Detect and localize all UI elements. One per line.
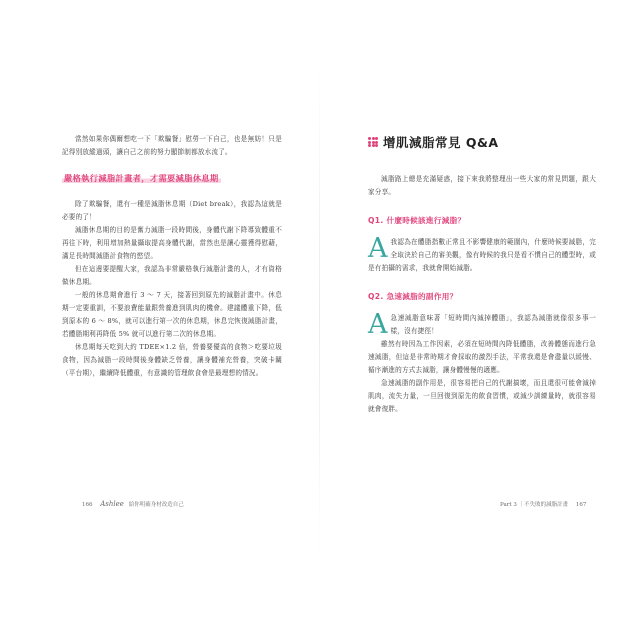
answer-1 (368, 233, 596, 275)
left-intro-paragraph: 當然如果你偶爾想吃一下「欺騙餐」慰勞一下自己，也是無妨！只是記得別放縱過頭，讓自己之前的努力顯節制都放水流了。 (62, 135, 282, 156)
left-paragraph-5: 休息期每天吃到大約 TDEE×1.2 倍，營養要優高的食物＞吃要垃圾食物，因為減脂一段時間後身體缺乏營養，讓身體補充營養，突破卡關（平台期），繼續降低體重，有意識的管理飲食會是最理想的情況。 (62, 343, 282, 377)
left-footer (82, 500, 184, 508)
question-2: Q2. 急速減脂的副作用？ (368, 292, 458, 301)
qa-title-row (368, 133, 596, 151)
brand-logo: Ashlee (100, 500, 124, 508)
answer-2-paragraph-2: 雖然有時因為工作因素，必須在短時間內降低體脂，改善體態而進行急速減脂，但這是非常時期才會採取的激烈手法，平常我還是會盡量以緩慢、循序漸進的方式去減脂，讓身體慢慢的適應。 (368, 340, 596, 374)
part-label: Part 3 ｜不失敗的減脂計畫 (500, 502, 569, 508)
left-paragraph-1: 除了欺騙餐，還有一種是減脂休息期（Diet break），我認為這就是必要的了！ (62, 200, 282, 221)
left-paragraph-4: 一般的休息期會進行 3 ～ 7 天，接著回到原先的減脂計畫中。休息期一定要重訓，不要浪費能量跟營養進到肌肉的機會。建議體重下降，低到原本的 6 ～ 8%，就可以進行第一次的休息期，休息完恢復減脂計畫，若體脂期利再降低 5% 就可以進行第二次的休息期。 (62, 291, 282, 338)
dot-grid-icon (368, 137, 378, 147)
left-page-number: 166 (82, 502, 93, 508)
answer-mark: A (368, 233, 388, 264)
page-title: 增肌減脂常見 Q&A (383, 135, 499, 150)
answer-2-paragraph-3: 急速減脂的副作用是，很容易把自己的代謝搞壞，而且還很可能會減掉肌肉，流失力量，一旦回復到原先的飲食習慣，或減少訓練量時，就很容易就會復胖。 (368, 379, 596, 413)
left-paragraph-3: 但在這邊要提醒大家，我認為非常嚴格執行減脂計畫的人，才有資格做休息期。 (62, 265, 282, 286)
right-page (368, 133, 596, 416)
answer-1-paragraph-1: 我認為在體脂指數正常且不影響健康的範圍內，什麼時候要減脂，完全取決於自己的審美觀，像有時候的我只是看不慣自己的體型時，或是有拍攝的需求，我就會開始減脂。 (368, 238, 596, 272)
answer-2 (368, 309, 596, 416)
left-paragraph-2: 減脂休息期的目的是奮力減脂一段時間後，身體代謝下降導致體重不再往下時，利用增加熱量攝取提高身體代謝，當然也是讓心靈獲得慰藉，滿足長時間減脂計食物的慾望。 (62, 226, 282, 260)
right-intro-paragraph: 減脂路上總是充滿疑惑，接下來我將整理出一些大家的常見問題，跟大家分享。 (368, 175, 596, 196)
question-1: Q1. 什麼時候該進行減脂？ (368, 216, 466, 225)
book-title: 給你明確身材改造自己 (128, 502, 184, 508)
right-page-number: 167 (575, 502, 587, 508)
answer-mark: A (368, 309, 388, 340)
answer-2-paragraph-1: 急速減脂意味著「短時間內減掉體脂」，我認為減脂就像很多事一樣，沒有捷徑！ (390, 314, 596, 335)
left-section-heading: 嚴格執行減脂計畫者，才需要減脂休息期 (64, 173, 219, 183)
left-page (62, 133, 282, 380)
page-gutter (319, 60, 320, 560)
right-footer (500, 500, 586, 508)
